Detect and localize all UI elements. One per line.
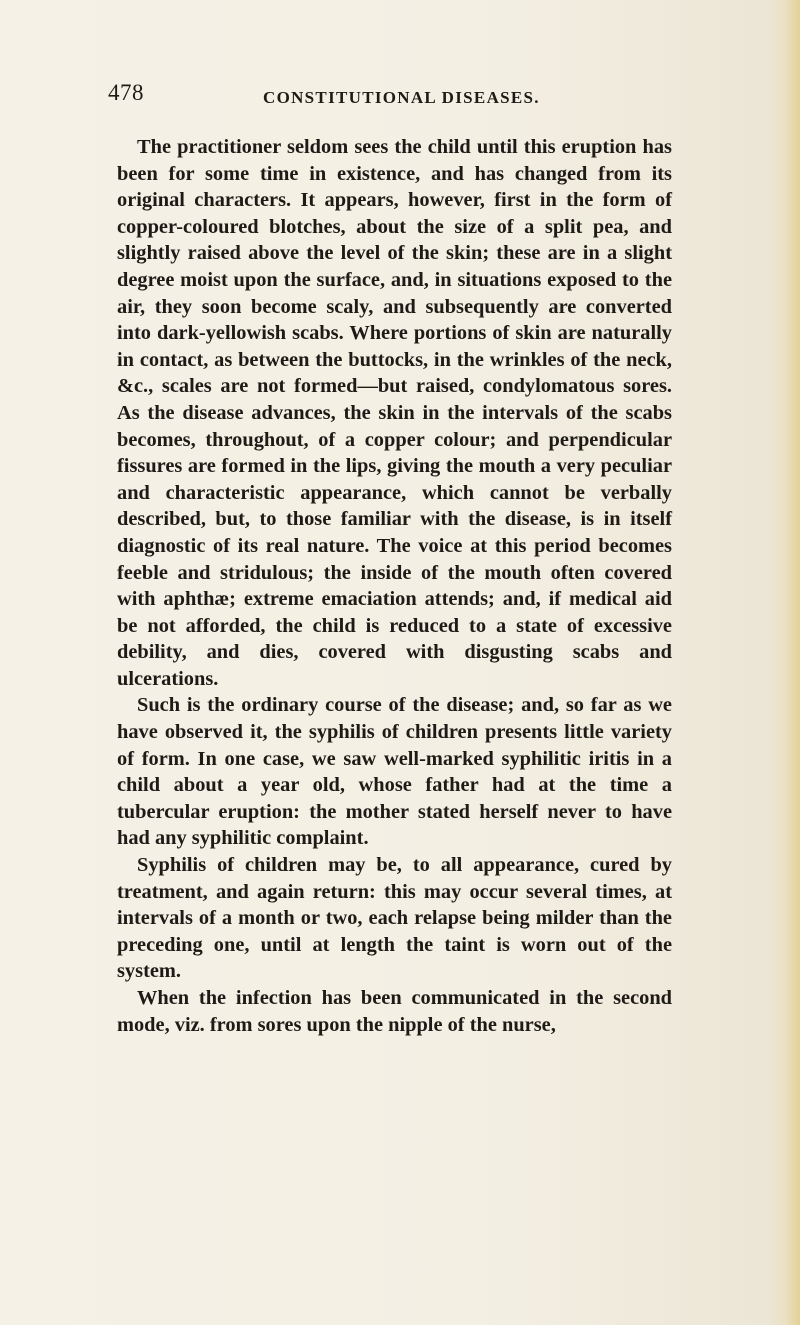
page-number: 478 [108, 80, 144, 105]
paragraph-2: Such is the ordinary course of the disease; and, so far as we have observed it, the syphilis of children presents little variety of form. In one case, we saw well-marked syphilitic iritis in a child about a year old, whose father had at the time a tubercular eruption: the mother stated herself never to have had any syphilitic complaint. [117, 694, 672, 850]
paragraph-4: When the infection has been communicated in the second mode, viz. from sores upon the nipple of the nurse, [117, 987, 672, 1036]
paragraph-1: The practitioner seldom sees the child until this eruption has been for some time in existence, and has changed from its original characters. It appears, however, first in the form of copper-coloured blotches, about the size of a split pea, and slightly raised above the level of the skin; these are in a slight degree moist upon the surface, and, in situations exposed to the air, they soon become scaly, and subsequently are converted into dark-yellowish scabs. Where portions of skin are naturally in contact, as between the buttocks, in the wrinkles of the neck, &c., scales are not formed—but raised, condylomatous sores. As the disease advances, the skin in the intervals of the scabs becomes, throughout, of a copper colour; and perpendicular fissures are formed in the lips, giving the mouth a very peculiar and characteristic appearance, which cannot be verbally described, but, to those familiar with the disease, is in itself diagnostic of its real nature. The voice at this period becomes feeble and stridulous; the inside of the mouth often covered with aphthæ; extreme emaciation attends; and, if medical aid be not afforded, the child is reduced to a state of excessive debility, and dies, covered with disgusting scabs and ulcerations. [117, 136, 672, 690]
running-head: CONSTITUTIONAL DISEASES. [263, 88, 540, 107]
page-header [108, 80, 668, 118]
page-edge-shading [786, 0, 800, 1325]
paragraph-3: Syphilis of children may be, to all appearance, cured by treatment, and again return: this may occur several times, at intervals of a month or two, each relapse being milder than the preceding one, until at length the taint is worn out of the system. [117, 854, 672, 983]
body-text [117, 134, 672, 1038]
